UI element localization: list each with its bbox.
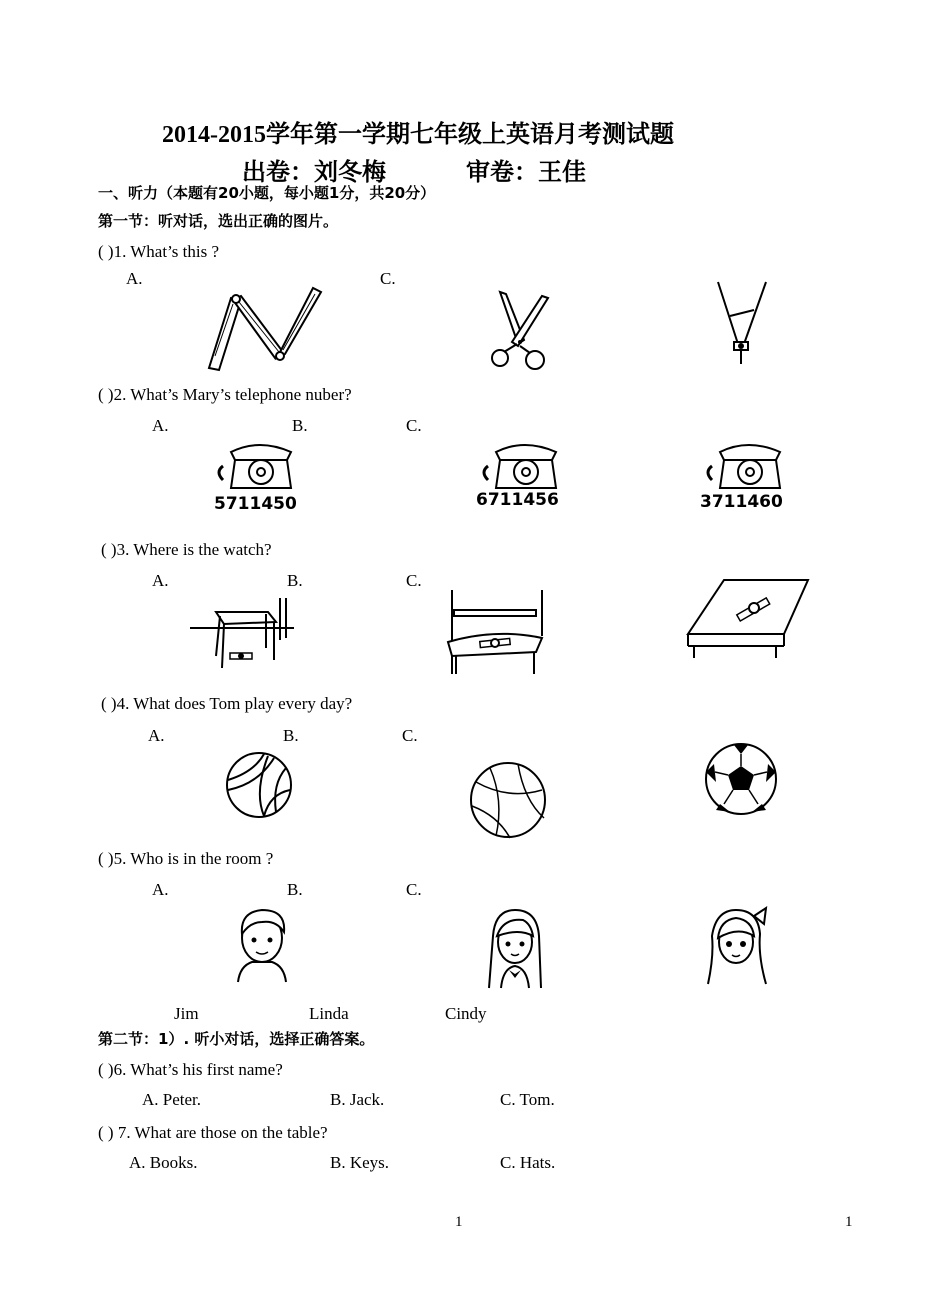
q5-option-c: C. (406, 880, 422, 899)
telephone-b-picture (478, 438, 568, 494)
q4-option-b: B. (283, 726, 299, 745)
telephone-a-picture (213, 438, 303, 494)
question-1: ( )1. What’s this ? (98, 242, 220, 261)
q7-option-b: B. Keys. (330, 1153, 390, 1172)
q2-option-b: B. (292, 416, 308, 435)
q4-option-a: A. (148, 726, 165, 745)
q6-option-a: A. Peter. (142, 1090, 202, 1109)
basketball-picture (468, 760, 548, 840)
name-jim: Jim (174, 1004, 199, 1023)
folding-ruler-picture (205, 286, 325, 372)
page-number-right: 1 (845, 1214, 853, 1230)
q2-option-a: A. (152, 416, 169, 435)
name-cindy: Cindy (445, 1004, 487, 1023)
watch-on-chair-picture (448, 590, 546, 674)
q4-option-c: C. (402, 726, 418, 745)
question-2: ( )2. What’s Mary’s telephone nuber? (98, 385, 352, 404)
phone-number-a: 5711450 (214, 494, 297, 514)
watch-on-desk-picture (688, 576, 810, 658)
reviewer-label: 审卷：王佳 (466, 158, 586, 186)
question-7: ( ) 7. What are those on the table? (98, 1123, 328, 1142)
q7-option-a: A. Books. (129, 1153, 198, 1172)
watch-under-chair-picture (190, 598, 294, 672)
part1-heading: 第一节：听对话，选出正确的图片。 (98, 212, 339, 230)
question-3: ( )3. Where is the watch? (101, 540, 272, 559)
setter-label: 出卷：刘冬梅 (242, 158, 386, 186)
part2-heading: 第二节：1）. 听小对话，选择正确答案。 (98, 1030, 375, 1048)
page-number-center: 1 (455, 1214, 463, 1230)
q3-option-a: A. (152, 571, 169, 590)
girl-cindy-portrait-picture (704, 906, 770, 986)
q3-option-b: B. (287, 571, 303, 590)
question-6: ( )6. What’s his first name? (98, 1060, 283, 1079)
boy-portrait-picture (232, 906, 292, 982)
q1-option-a: A. (126, 269, 143, 288)
question-4: ( )4. What does Tom play every day? (101, 694, 353, 713)
volleyball-picture (224, 750, 294, 820)
telephone-c-picture (702, 438, 792, 494)
phone-number-b: 6711456 (476, 490, 559, 510)
phone-number-c: 3711460 (700, 492, 783, 512)
name-linda: Linda (309, 1004, 349, 1023)
q6-option-c: C. Tom. (500, 1090, 555, 1109)
page-title: 2014-2015学年第一学期七年级上英语月考测试题 (162, 122, 674, 148)
section-heading: 一、听力（本题有20小题，每小题1分，共20分） (98, 184, 436, 202)
q1-option-c: C. (380, 269, 396, 288)
q7-option-c: C. Hats. (500, 1153, 556, 1172)
q5-option-b: B. (287, 880, 303, 899)
girl-linda-portrait-picture (483, 906, 547, 988)
q5-option-a: A. (152, 880, 169, 899)
q6-option-b: B. Jack. (330, 1090, 385, 1109)
scissors-picture (490, 290, 550, 372)
q3-option-c: C. (406, 571, 422, 590)
compasses-picture (712, 280, 772, 366)
question-5: ( )5. Who is in the room ? (98, 849, 274, 868)
q2-option-c: C. (406, 416, 422, 435)
football-picture (704, 742, 778, 816)
